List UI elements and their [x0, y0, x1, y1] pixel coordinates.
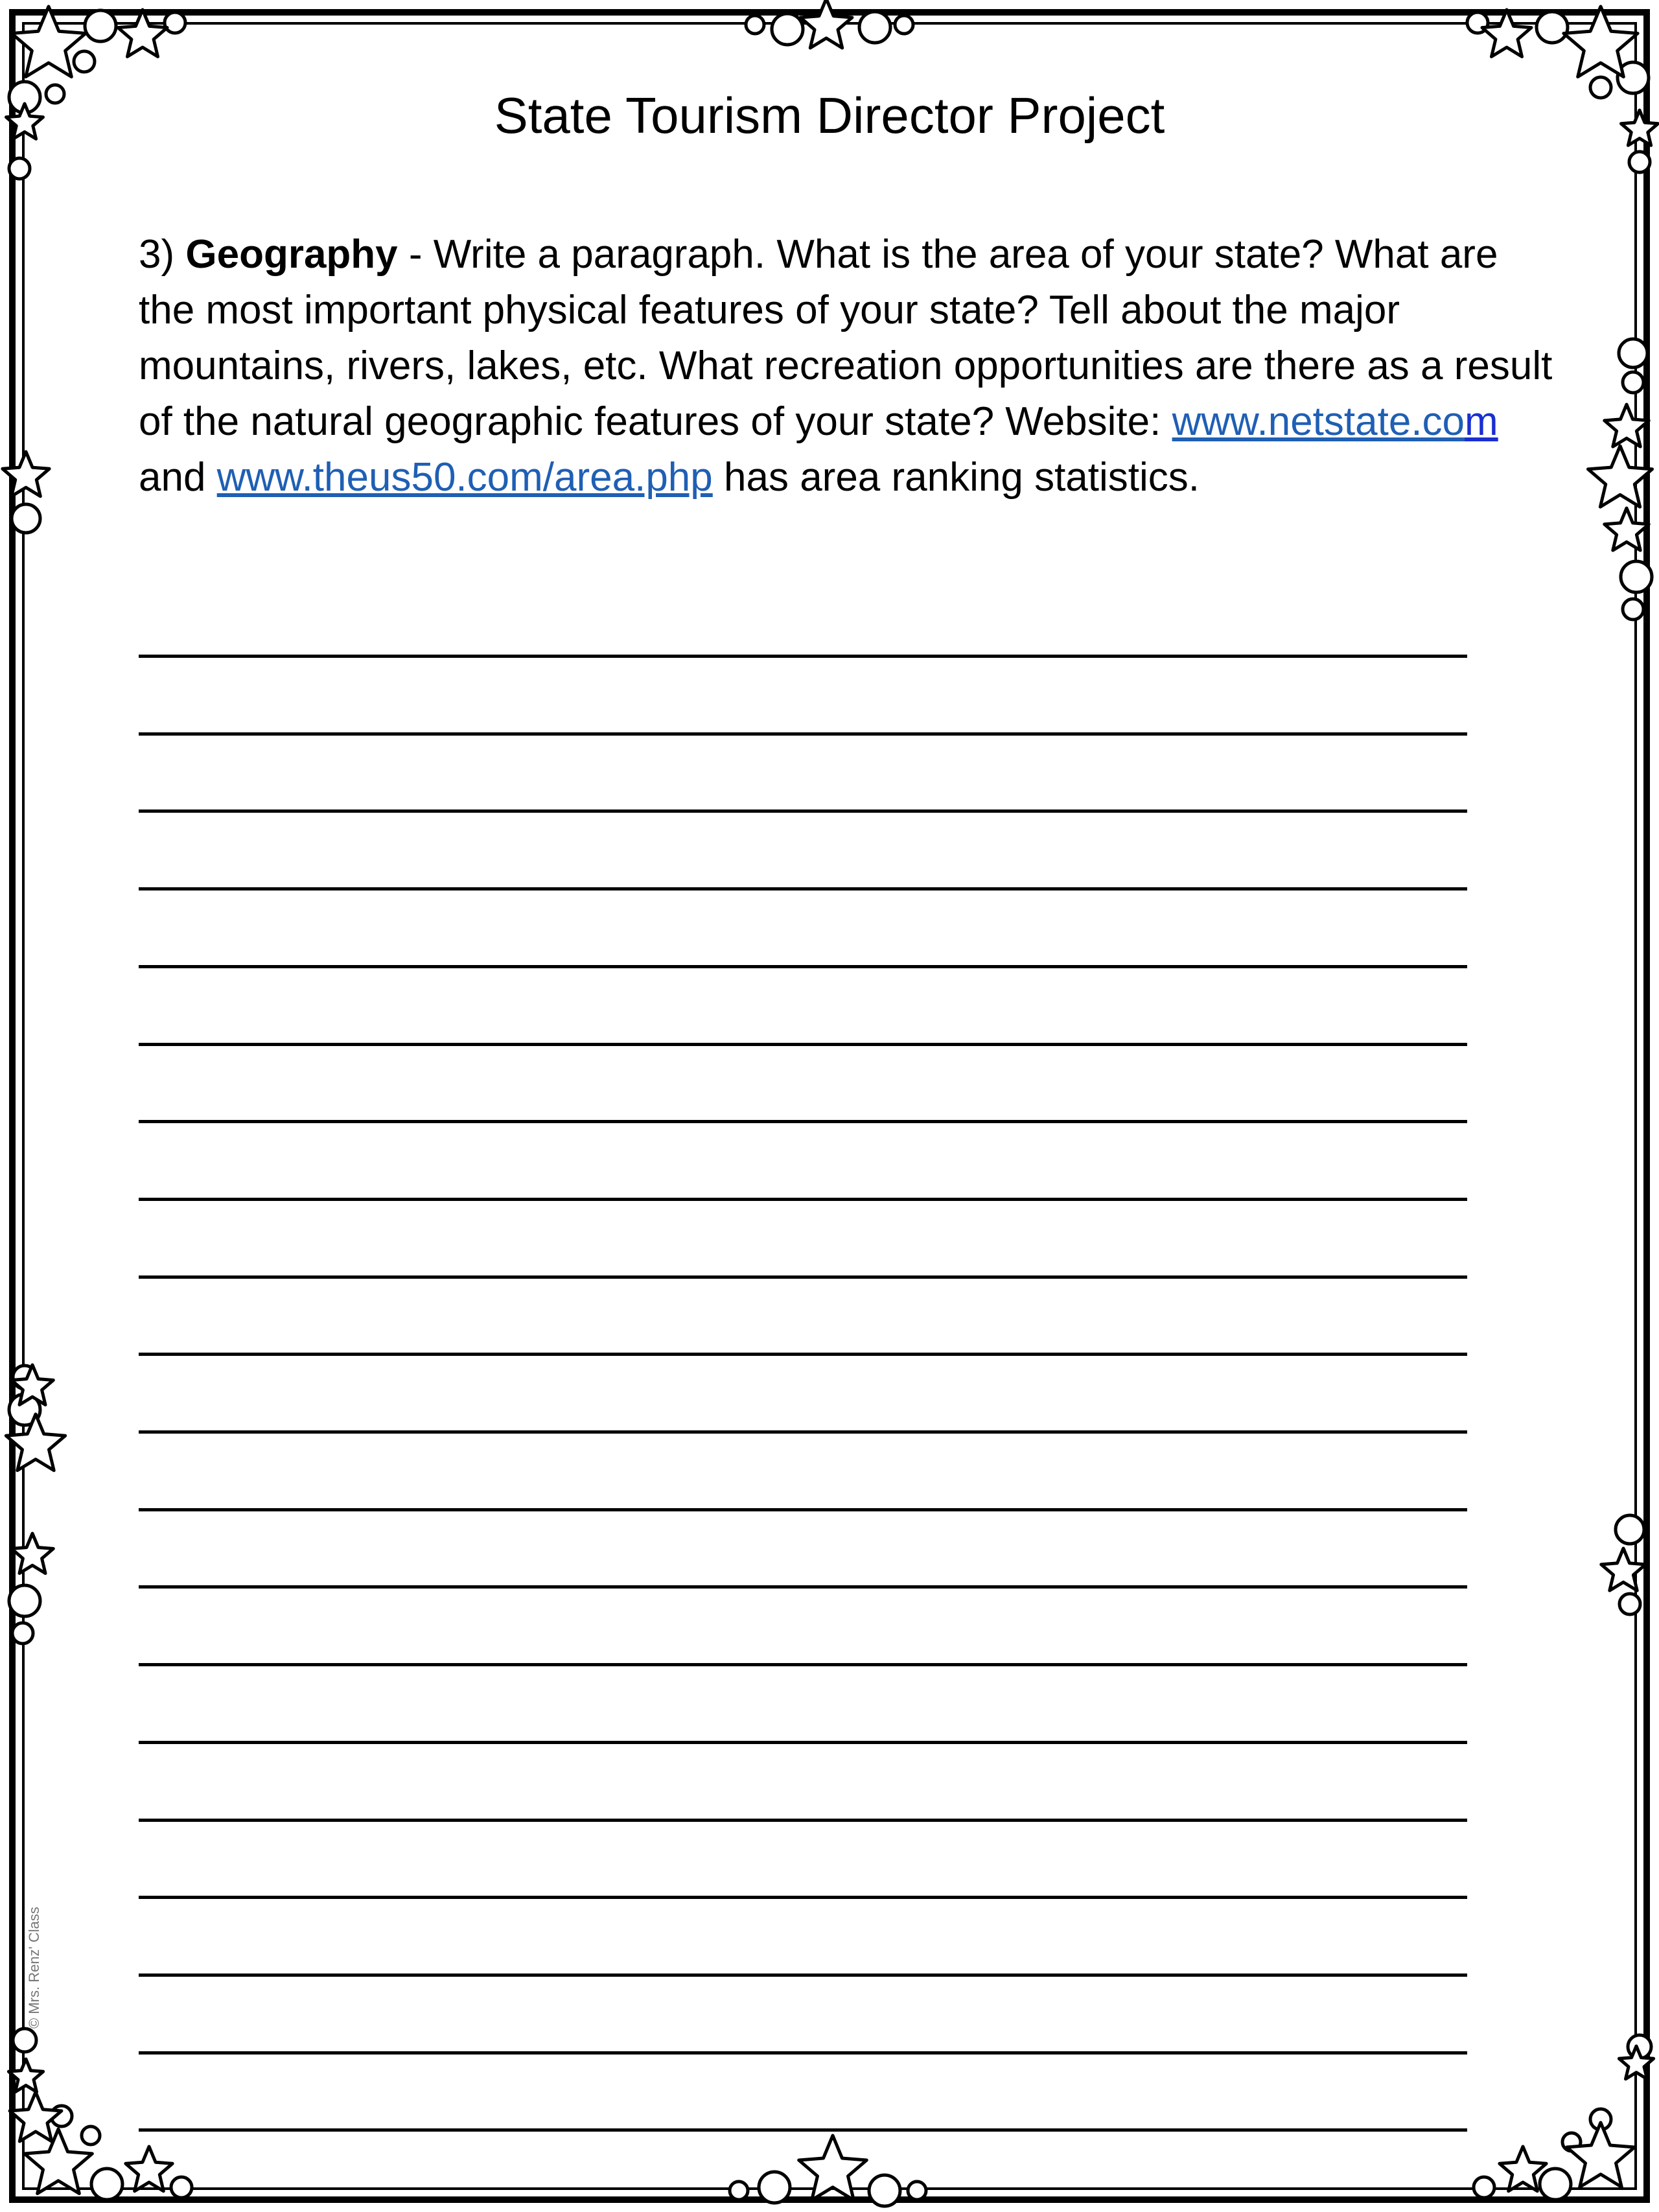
answer-line[interactable] [139, 1043, 1467, 1046]
answer-line[interactable] [139, 1741, 1467, 1744]
question-heading: Geography [185, 232, 398, 277]
question-text: - Write a paragraph. What is the area of your state? What are the most important physical features of your state? Tell about the major mountains, rivers, lakes, etc. What recreation opportunities are there as a result of the natural geographic features of your state? Website: [139, 232, 1553, 444]
answer-line[interactable] [139, 1896, 1467, 1899]
answer-line[interactable] [139, 732, 1467, 736]
answer-line[interactable] [139, 1973, 1467, 1977]
answer-line[interactable] [139, 887, 1467, 891]
theus50-link[interactable]: www.theus50.com/area.php [216, 455, 713, 500]
answer-line[interactable] [139, 1508, 1467, 1511]
answer-line[interactable] [139, 965, 1467, 968]
page-title: State Tourism Director Project [494, 87, 1165, 144]
question-number: 3) [139, 232, 175, 277]
answer-line[interactable] [139, 2128, 1467, 2132]
link-connector: and [139, 455, 217, 500]
answer-line[interactable] [139, 1120, 1467, 1123]
answer-line[interactable] [139, 1430, 1467, 1434]
answer-line[interactable] [139, 2051, 1467, 2055]
answer-line[interactable] [139, 1275, 1467, 1279]
answer-line[interactable] [139, 1353, 1467, 1356]
copyright-credit: © Mrs. Renz' Class [26, 1907, 42, 2029]
answer-line[interactable] [139, 1198, 1467, 1201]
answer-line[interactable] [139, 1585, 1467, 1589]
netstate-link[interactable]: www.netstate.co [1172, 399, 1465, 444]
answer-line[interactable] [139, 1663, 1467, 1666]
question-text-end: has area ranking statistics. [712, 455, 1200, 500]
netstate-link-end[interactable]: m [1465, 399, 1498, 444]
answer-line[interactable] [139, 809, 1467, 813]
answer-line[interactable] [139, 655, 1467, 658]
question-prompt [139, 227, 1564, 506]
answer-line[interactable] [139, 1819, 1467, 1822]
